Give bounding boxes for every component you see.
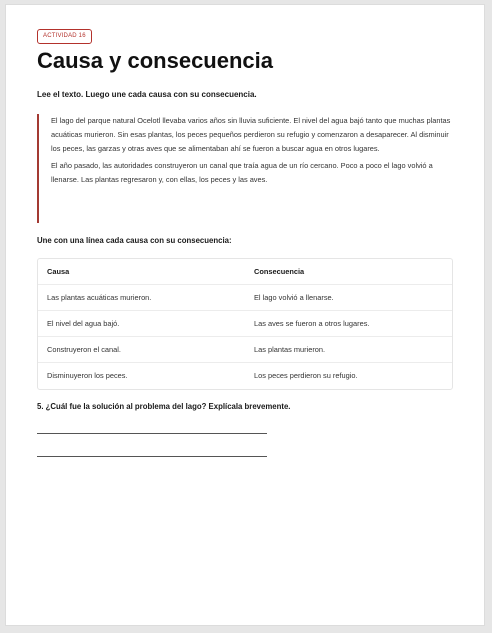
question-5: 5. ¿Cuál fue la solución al problema del lago? Explícala brevemente.	[37, 402, 291, 411]
worksheet-page	[6, 5, 484, 625]
answer-line-1[interactable]	[37, 433, 267, 434]
table-row	[38, 337, 452, 363]
header-consequence: Consecuencia	[254, 267, 305, 276]
answer-line-2[interactable]	[37, 456, 267, 457]
consequence-cell[interactable]: El lago volvió a llenarse.	[254, 293, 334, 302]
matching-prompt: Une con una línea cada causa con su consecuencia:	[37, 236, 232, 245]
table-row	[38, 363, 452, 389]
consequence-cell[interactable]: Los peces perdieron su refugio.	[254, 371, 358, 380]
cause-consequence-table	[37, 258, 453, 390]
table-header-row	[38, 259, 452, 285]
table-row	[38, 285, 452, 311]
cause-cell[interactable]: Las plantas acuáticas murieron.	[47, 293, 152, 302]
page-title: Causa y consecuencia	[37, 48, 274, 73]
instruction-text: Lee el texto. Luego une cada causa con su consecuencia.	[37, 90, 257, 99]
cause-cell[interactable]: Construyeron el canal.	[47, 345, 121, 354]
header-cause: Causa	[47, 267, 70, 276]
consequence-cell[interactable]: Las aves se fueron a otros lugares.	[254, 319, 370, 328]
table-row	[38, 311, 452, 337]
cause-cell[interactable]: El nivel del agua bajó.	[47, 319, 120, 328]
reading-paragraph-2: El año pasado, las autoridades construyeron un canal que traía agua de un río cercano. Poco a poco el lago volvió a llenarse. Las plantas regresaron y, con ellas, los peces y las aves.	[51, 161, 433, 184]
cause-cell[interactable]: Disminuyeron los peces.	[47, 371, 128, 380]
consequence-cell[interactable]: Las plantas murieron.	[254, 345, 326, 354]
reading-passage	[37, 114, 451, 223]
activity-badge: ACTIVIDAD 16	[37, 29, 92, 44]
reading-paragraph-1: El lago del parque natural Ocelotl llevaba varios años sin lluvia suficiente. El nivel del agua bajó tanto que muchas plantas acuáticas murieron. Sin esas plantas, los peces pequeños perdieron su refugio y comenzaron a desaparecer. Al disminuir los peces, las garzas y otras aves que se alimentaban ahí se fueron a buscar agua en otros lugares.	[51, 116, 451, 153]
